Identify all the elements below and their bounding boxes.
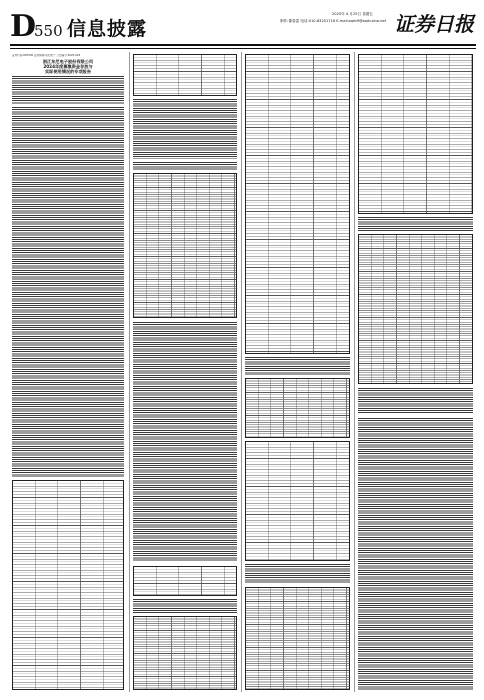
text-block	[12, 107, 124, 477]
fund-account-table	[12, 480, 124, 690]
fund-usage-table	[358, 234, 473, 384]
editor-contact-line: 制作:董春雷 电话:010-83251716 E-mail:zqrb9@zqrb.sina.net	[280, 19, 387, 23]
article-codes: 证券代码:603595 证券简称:东尼电子 公告编号:2025-018	[12, 54, 81, 57]
text-block	[133, 162, 237, 170]
column-divider	[129, 52, 130, 692]
project-change-table	[245, 441, 350, 561]
column-1	[12, 52, 124, 692]
masthead-rule	[10, 44, 476, 46]
article-title-line-3: 实际使用情况的专项报告	[44, 69, 92, 74]
project-change-table	[245, 54, 350, 354]
column-divider	[354, 52, 355, 692]
fund-usage-table	[245, 378, 350, 438]
fund-usage-table	[133, 616, 237, 690]
text-block	[133, 322, 237, 562]
masthead	[10, 10, 476, 44]
column-2	[133, 52, 237, 692]
text-block	[245, 564, 350, 584]
text-block	[358, 388, 473, 414]
masthead-rule-thin	[10, 48, 476, 49]
fund-table	[133, 566, 237, 596]
text-block	[133, 599, 237, 613]
text-block	[133, 99, 237, 159]
fund-table	[133, 54, 237, 96]
column-divider	[241, 52, 242, 692]
article-title-line-2: 2024年度募集资金存放与	[43, 64, 93, 69]
fund-usage-table	[245, 587, 350, 690]
text-block	[358, 217, 473, 231]
project-change-table	[358, 54, 473, 214]
text-block	[245, 357, 350, 375]
text-block	[358, 418, 473, 690]
page-number: 550	[34, 22, 63, 40]
text-block	[12, 76, 124, 104]
issue-date: 2025年 4 月25日 星期五	[332, 12, 373, 16]
column-3	[245, 52, 350, 692]
column-4	[358, 52, 473, 692]
fund-usage-table	[133, 173, 237, 318]
section-title: 信息披露	[67, 18, 148, 40]
newspaper-logo: 证券日报	[394, 12, 474, 36]
page-letter: D	[10, 9, 37, 44]
article-title-line-1: 浙江东尼电子股份有限公司	[42, 59, 94, 64]
